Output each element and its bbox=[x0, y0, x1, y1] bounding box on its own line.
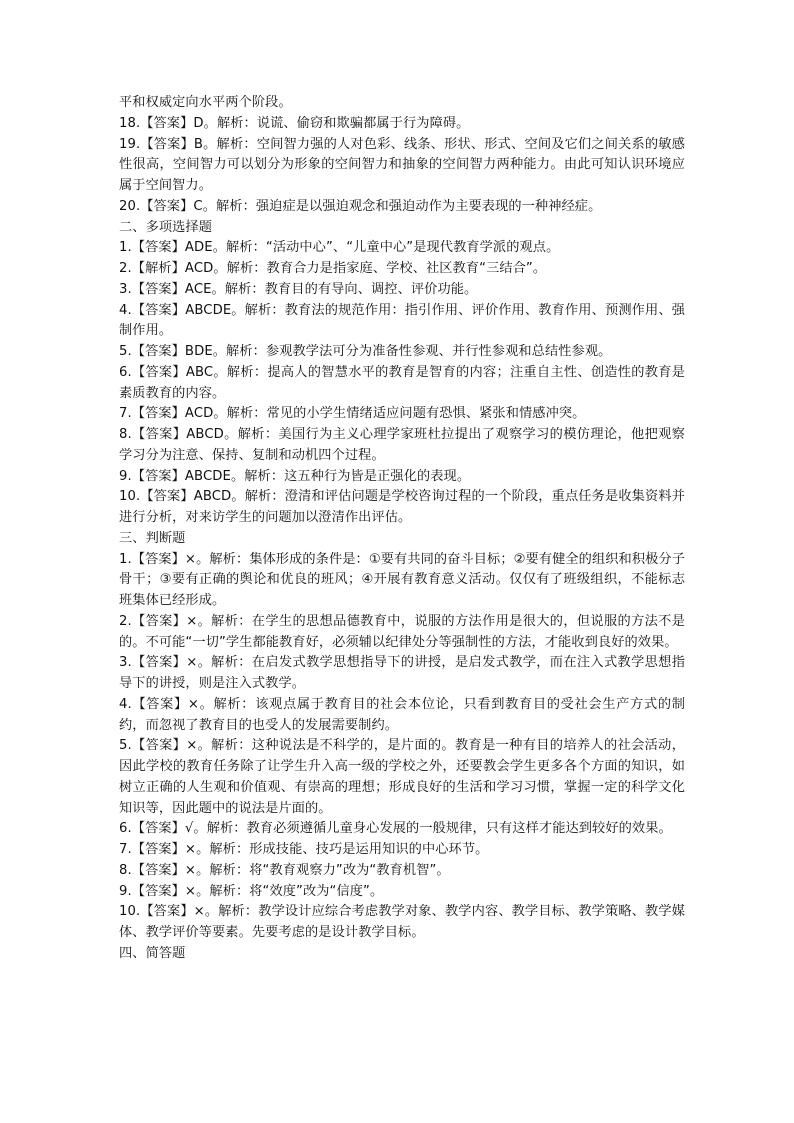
answer-judgement-5: 5.【答案】×。解析：这种说法是不科学的，是片面的。教育是一种有目的培养人的社会活动，因此学校的教育任务除了让学生升入高一级的学校之外，还要教会学生更多各个方面的知识，如树立正确的人生观和价值观、有崇高的理想；形成良好的生活和学习习惯，掌握一定的科学文化知识等，因此题中的说法是片面的。 bbox=[119, 738, 685, 816]
answer-judgement-1: 1.【答案】×。解析：集体形成的条件是：①要有共同的奋斗目标；②要有健全的组织和积极分子骨干；③要有正确的舆论和优良的班风；④开展有教育意义活动。仅仅有了班级组织，不能标志班集体已经形成。 bbox=[119, 551, 685, 608]
section-heading-true-false: 三、判断题 bbox=[119, 530, 186, 546]
answer-multiple-4: 4.【答案】ABCDE。解析：教育法的规范作用：指引作用、评价作用、教育作用、预测作用、强制作用。 bbox=[119, 302, 685, 339]
answer-judgement-2: 2.【答案】×。解析：在学生的思想品德教育中，说服的方法作用是很大的，但说服的方法不是的。不可能“一切”学生都能教育好，必须辅以纪律处分等强制性的方法，才能收到良好的效果。 bbox=[119, 613, 685, 650]
answer-multiple-9: 9.【答案】ABCDE。解析：这五种行为皆是正强化的表现。 bbox=[119, 468, 471, 484]
answer-key-body bbox=[119, 93, 685, 965]
answer-multiple-1: 1.【答案】ADE。解析：“活动中心”、“儿童中心”是现代教育学派的观点。 bbox=[119, 240, 560, 256]
answer-single-20: 20.【答案】C。解析：强迫症是以强迫观念和强迫动作为主要表现的一种神经症。 bbox=[119, 198, 602, 214]
answer-multiple-5: 5.【答案】BDE。解析：参观教学法可分为准备性参观、并行性参观和总结性参观。 bbox=[119, 344, 612, 359]
answer-single-18: 18.【答案】D。解析：说谎、偷窃和欺骗都属于行为障碍。 bbox=[119, 115, 470, 131]
answer-judgement-8: 8.【答案】×。解析：将“教育观察力”改为“教育机智”。 bbox=[119, 862, 450, 878]
answer-judgement-7: 7.【答案】×。解析：形成技能、技巧是运用知识的中心环节。 bbox=[119, 842, 489, 857]
answer-multiple-6: 6.【答案】ABC。解析：提高人的智慧水平的教育是智育的内容；注重自主性、创造性的教育是素质教育的内容。 bbox=[119, 364, 685, 401]
answer-judgement-6: 6.【答案】√。解析：教育必须遵循儿童身心发展的一般规律，只有这样才能达到较好的效果。 bbox=[119, 821, 672, 837]
answer-multiple-7: 7.【答案】ACD。解析：常见的小学生情绪适应问题有恐惧、紧张和情感冲突。 bbox=[119, 406, 586, 422]
answer-judgement-4: 4.【答案】×。解析：该观点属于教育目的社会本位论，只看到教育目的受社会生产方式的制约，而忽视了教育目的也受人的发展需要制约。 bbox=[119, 696, 685, 733]
answer-multiple-3: 3.【答案】ACE。解析：教育目的有导向、调控、评价功能。 bbox=[119, 281, 478, 297]
section-heading-short-answer: 四、简答题 bbox=[119, 945, 186, 961]
section-heading-multiple-choice: 二、多项选择题 bbox=[119, 219, 213, 235]
answer-multiple-8: 8.【答案】ABCD。解析：美国行为主义心理学家班杜拉提出了观察学习的模仿理论，他把观察学习分为注意、保持、复制和动机四个过程。 bbox=[119, 427, 685, 463]
answer-single-19: 19.【答案】B。解析：空间智力强的人对色彩、线条、形状、形式、空间及它们之间关系的敏感性很高，空间智力可以划分为形象的空间智力和抽象的空间智力两种能力。由此可知认识环境应属于空间智力。 bbox=[119, 136, 685, 193]
answer-multiple-10: 10.【答案】ABCD。解析：澄清和评估问题是学校咨询过程的一个阶段，重点任务是收集资料并进行分析，对来访学生的问题加以澄清作出评估。 bbox=[119, 489, 685, 525]
answer-multiple-2: 2.【解析】ACD。解析：教育合力是指家庭、学校、社区教育“三结合”。 bbox=[119, 261, 547, 276]
answer-judgement-3: 3.【答案】×。解析：在启发式教学思想指导下的讲授，是启发式教学，而在注入式教学思想指导下的讲授，则是注入式教学。 bbox=[119, 655, 685, 691]
answer-judgement-10: 10.【答案】×。解析：教学设计应综合考虑教学对象、教学内容、教学目标、教学策略、教学媒体、教学评价等要素。先要考虑的是设计教学目标。 bbox=[119, 904, 685, 940]
answer-judgement-9: 9.【答案】×。解析：将“效度”改为“信度”。 bbox=[119, 883, 384, 899]
paragraph-continuation: 平和权威定向水平两个阶段。 bbox=[119, 95, 292, 110]
